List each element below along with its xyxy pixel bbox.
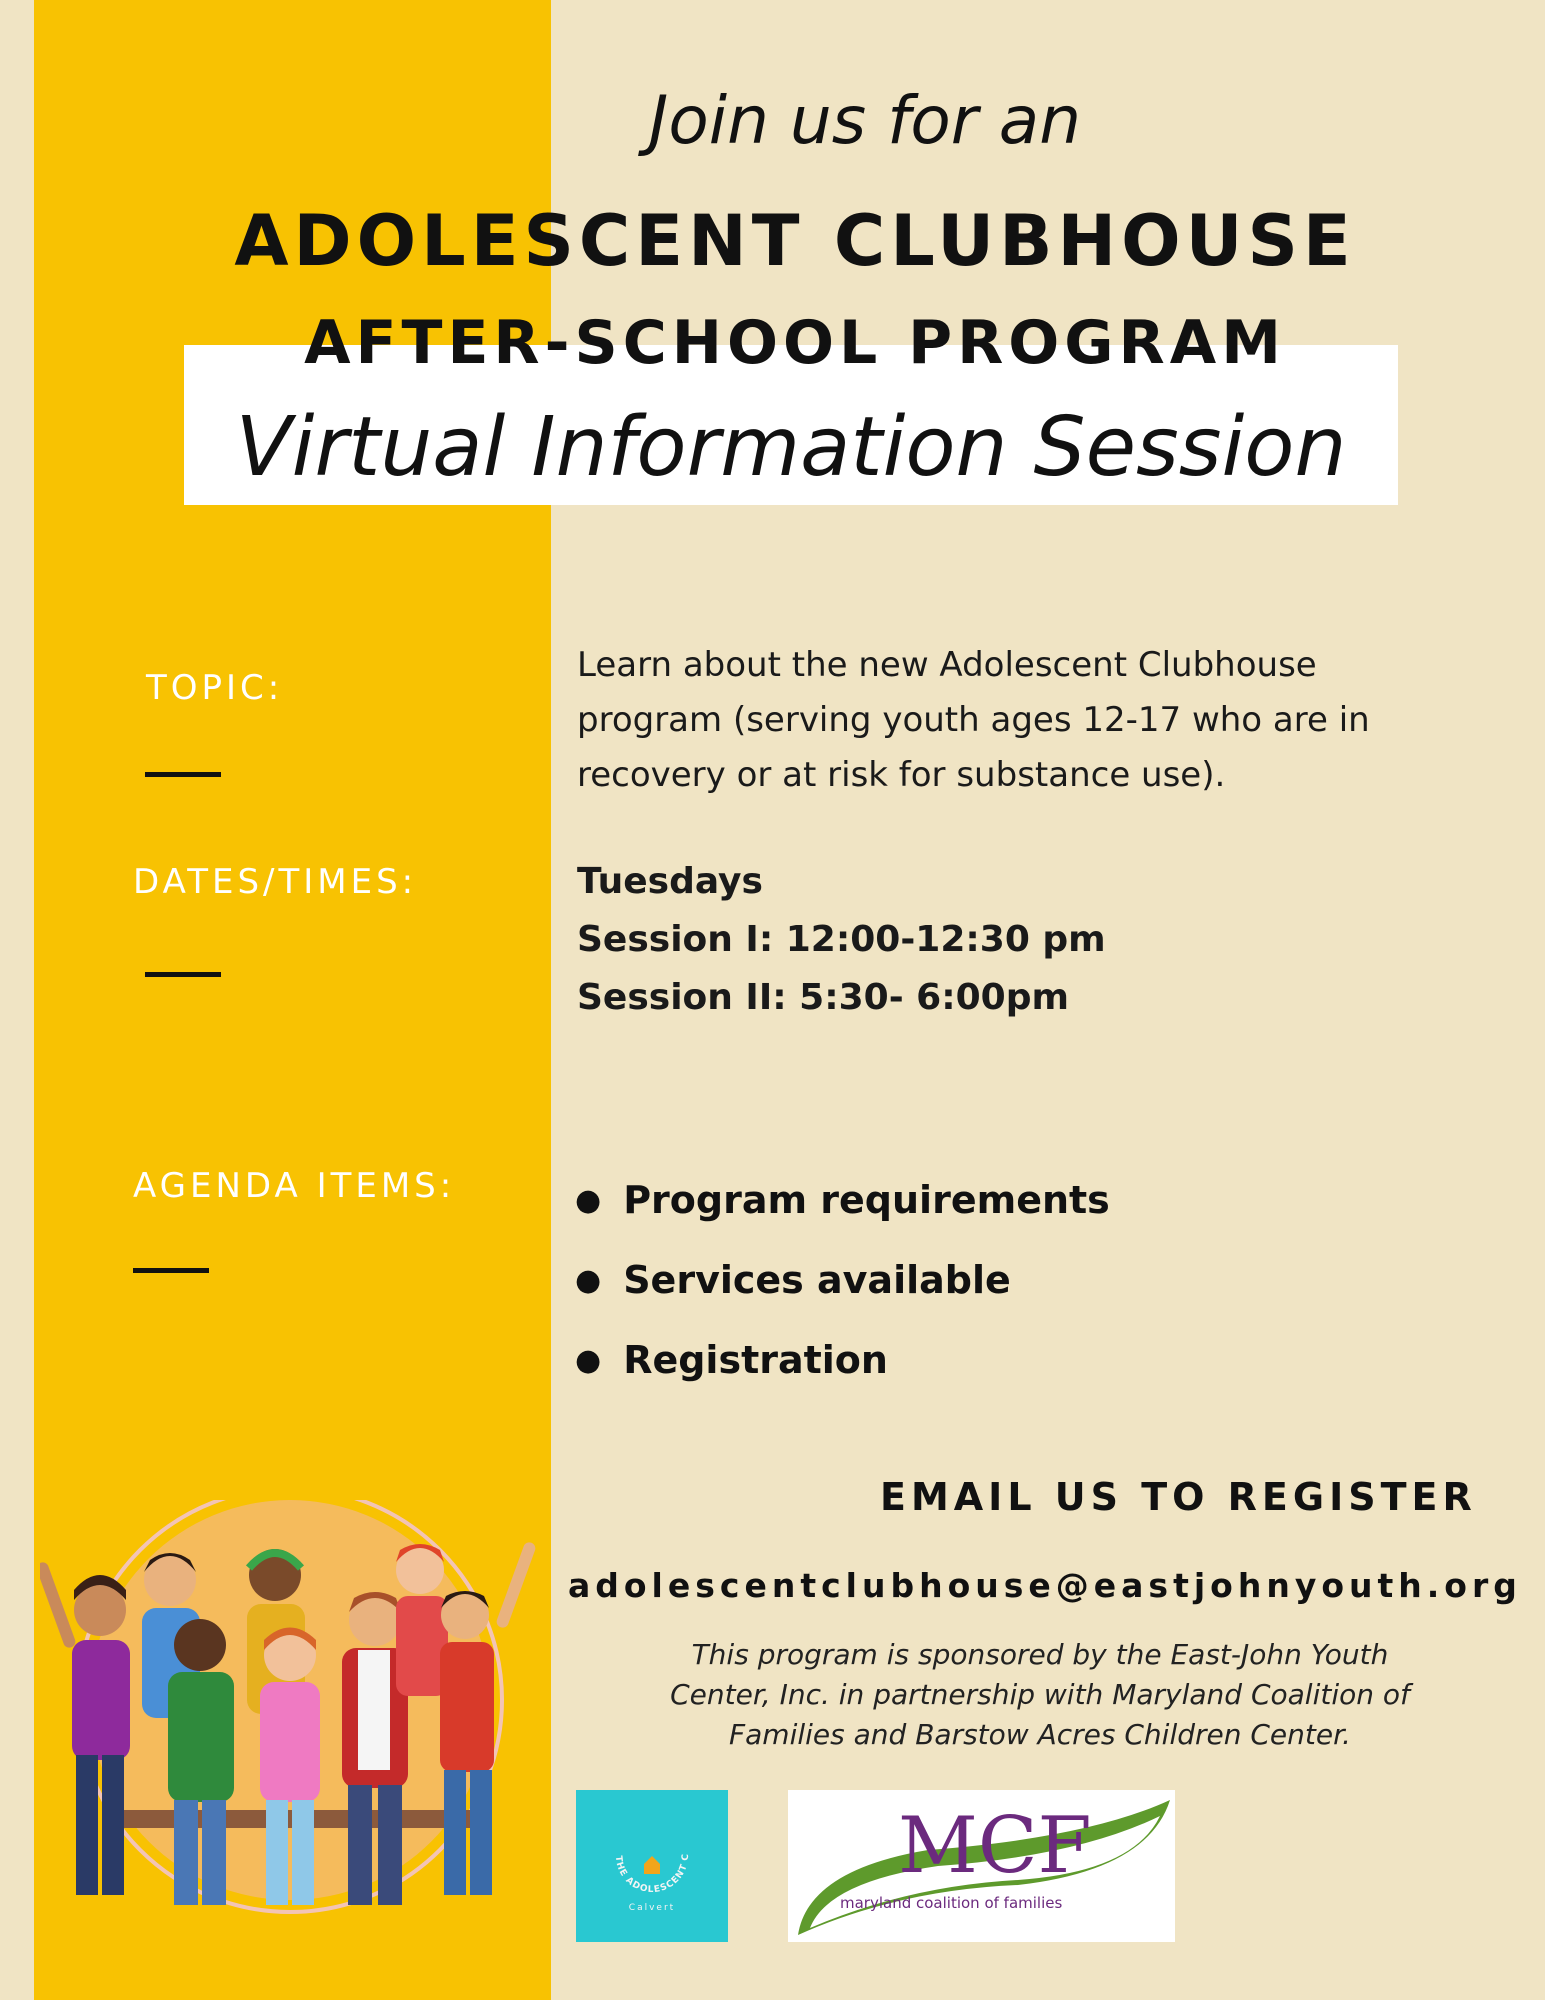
list-item: ● Services available <box>575 1258 1011 1302</box>
list-item: ● Program requirements <box>575 1178 1110 1222</box>
dates-dash <box>145 972 221 977</box>
mcf-logo-sub: maryland coalition of families <box>840 1894 1063 1912</box>
topic-dash <box>145 772 221 777</box>
mcf-logo-main: MCF <box>898 1801 1092 1891</box>
dates-day: Tuesdays <box>577 861 763 902</box>
email-heading: EMAIL US TO REGISTER <box>880 1475 1477 1519</box>
sponsor-note: This program is sponsored by the East-John Youth Center, Inc. in partnership with Maryland Coalition of Families and Barstow Acres Children Center. <box>670 1638 1410 1751</box>
agenda-list <box>575 1160 1110 1400</box>
subtitle: Virtual Information Session <box>235 400 1347 495</box>
topic-description <box>577 638 1370 803</box>
topic-line: Learn about the new Adolescent Clubhouse <box>577 645 1317 685</box>
person-icon <box>40 1561 130 1895</box>
topic-label: TOPIC: <box>146 668 284 708</box>
bullet-icon: ● <box>575 1182 602 1218</box>
title-line-1: ADOLESCENT CLUBHOUSE <box>234 200 1356 282</box>
dates-block <box>577 853 1106 1027</box>
clubhouse-logo-text: THE ADOLESCENT C <box>612 1853 692 1896</box>
bench-icon <box>110 1810 470 1828</box>
topic-line: program (serving youth ages 12-17 who are in <box>577 700 1370 740</box>
person-icon <box>440 1541 537 1895</box>
mcf-logo-graphic <box>788 1790 1175 1942</box>
bullet-icon: ● <box>575 1342 602 1378</box>
dates-label: DATES/TIMES: <box>133 862 418 902</box>
clubhouse-logo-graphic <box>576 1790 728 1942</box>
house-icon <box>644 1856 660 1874</box>
clubhouse-logo <box>576 1790 728 1942</box>
intro-text: Join us for an <box>648 82 1082 159</box>
clubhouse-logo-sub: Calvert <box>628 1903 676 1913</box>
svg-text:THE ADOLESCENT CLUBHOUSE <box>576 1790 691 1895</box>
title-line-2: AFTER-SCHOOL PROGRAM <box>304 308 1286 378</box>
agenda-dash <box>133 1268 209 1273</box>
agenda-label: AGENDA ITEMS: <box>133 1166 456 1206</box>
list-item: ● Registration <box>575 1338 888 1382</box>
mcf-logo <box>788 1790 1175 1942</box>
topic-line: recovery or at risk for substance use). <box>577 755 1226 795</box>
bullet-icon: ● <box>575 1262 602 1298</box>
email-link[interactable]: adolescentclubhouse@eastjohnyouth.org <box>568 1566 1522 1605</box>
teens-illustration <box>40 1500 540 1920</box>
session-2: Session II: 5:30- 6:00pm <box>577 977 1069 1018</box>
session-1: Session I: 12:00-12:30 pm <box>577 919 1106 960</box>
